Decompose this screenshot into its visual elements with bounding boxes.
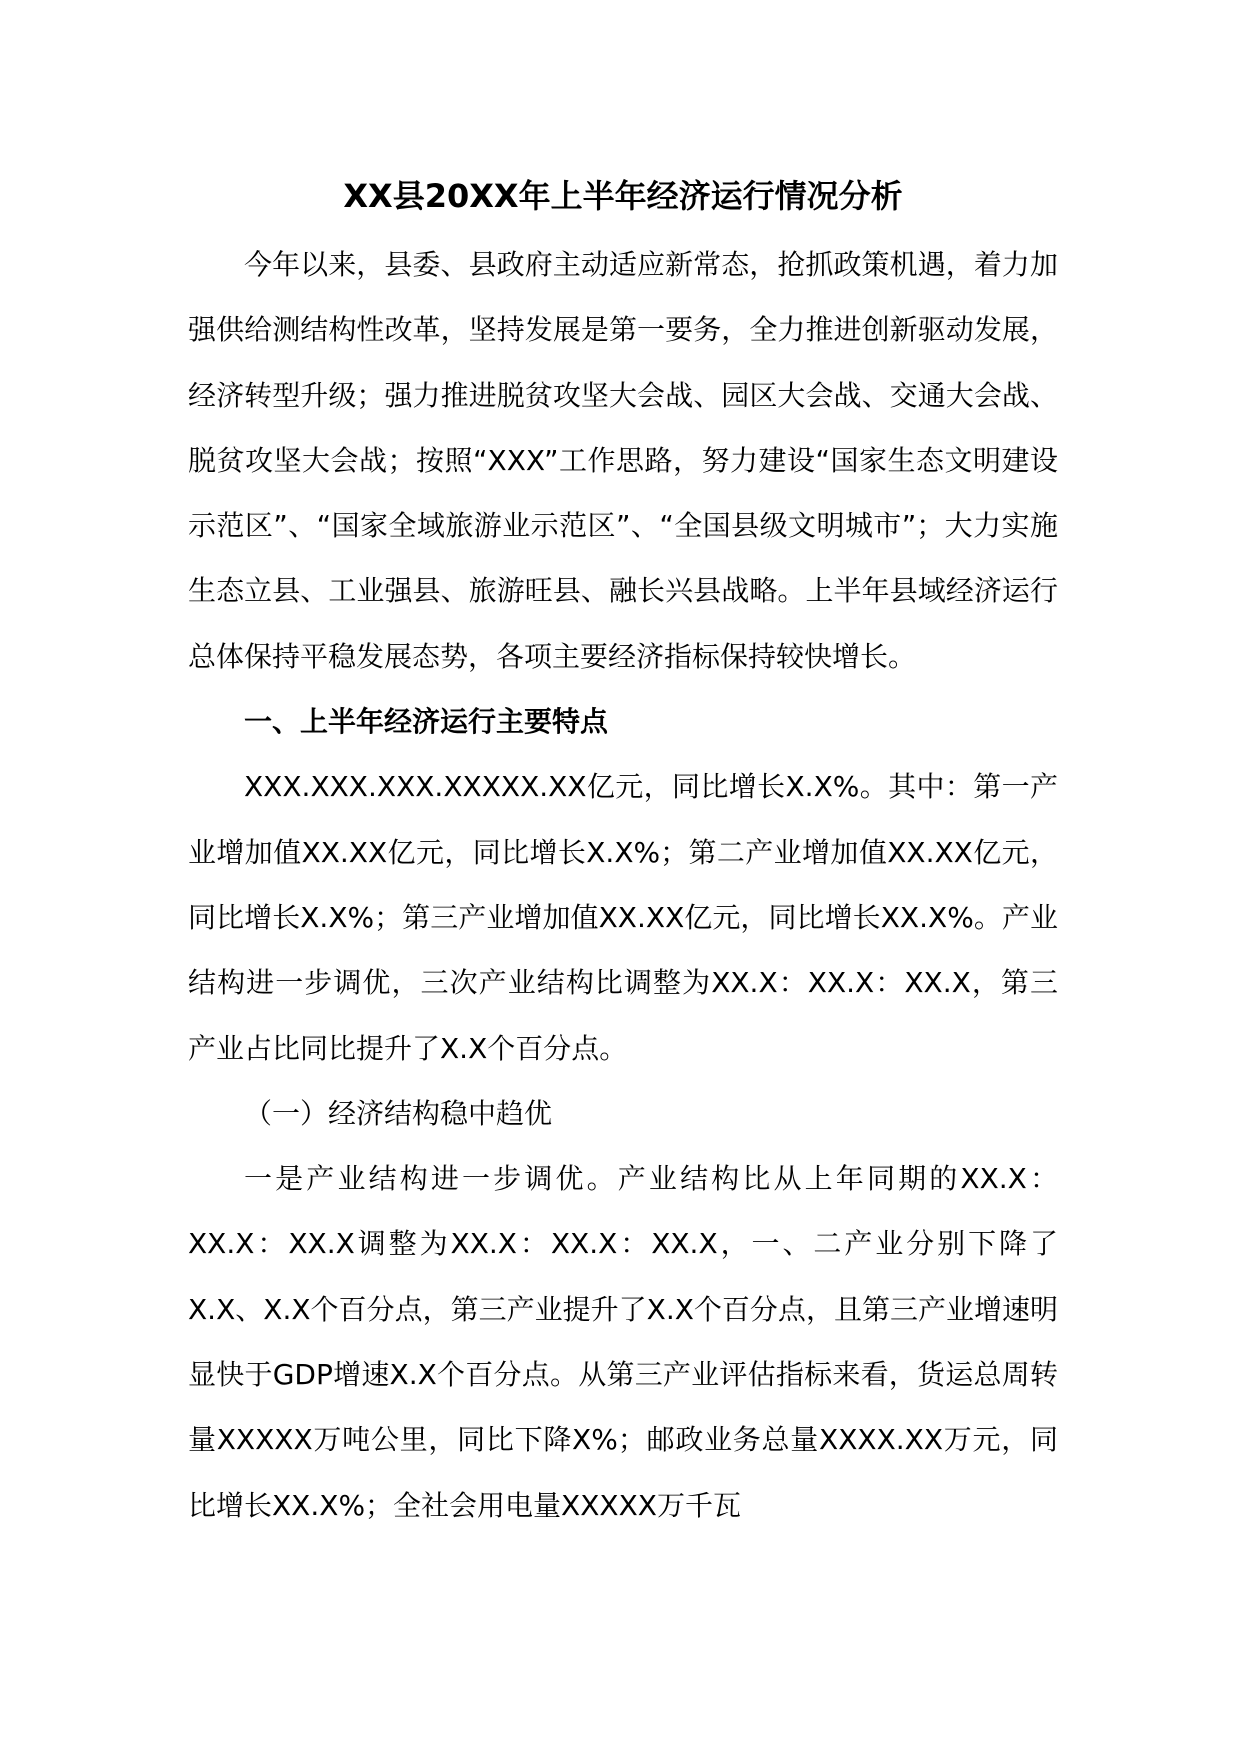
- intro-paragraph: 今年以来，县委、县政府主动适应新常态，抢抓政策机遇，着力加强供给测结构性改革，坚持发展是第一要务，全力推进创新驱动发展，经济转型升级；强力推进脱贫攻坚大会战、园区大会战、交通大会战、脱贫攻坚大会战；按照“XXX”工作思路，努力建设“国家生态文明建设示范区”、“国家全域旅游业示范区”、“全国县级文明城市”；大力实施生态立县、工业强县、旅游旺县、融长兴县战略。上半年县域经济运行总体保持平稳发展态势，各项主要经济指标保持较快增长。: [188, 248, 1058, 673]
- section-1-paragraph: XXX.XXX.XXX.XXXXX.XX亿元，同比增长X.X%。其中：第一产业增加值XX.XX亿元，同比增长X.X%；第二产业增加值XX.XX亿元，同比增长X.X%；第三产业增加值XX.XX亿元，同比增长XX.X%。产业结构进一步调优，三次产业结构比调整为XX.X：XX.X：XX.X，第三产业占比同比提升了X.X个百分点。: [188, 770, 1058, 1065]
- document-page: [188, 168, 1058, 1538]
- subsection-1-paragraph: 一是产业结构进一步调优。产业结构比从上年同期的XX.X：XX.X：XX.X调整为XX.X：XX.X：XX.X，一、二产业分别下降了X.X、X.X个百分点，第三产业提升了X.X个百分点，且第三产业增速明显快于GDP增速X.X个百分点。从第三产业评估指标来看，货运总周转量XXXXX万吨公里，同比下降X%；邮政业务总量XXXX.XX万元，同比增长XX.X%；全社会用电量XXXXX万千瓦: [188, 1162, 1058, 1522]
- subsection-heading-1: （一）经济结构稳中趋优: [244, 1096, 553, 1130]
- section-heading-1: 一、上半年经济运行主要特点: [244, 705, 609, 739]
- document-title: XX县20XX年上半年经济运行情况分析: [343, 177, 903, 215]
